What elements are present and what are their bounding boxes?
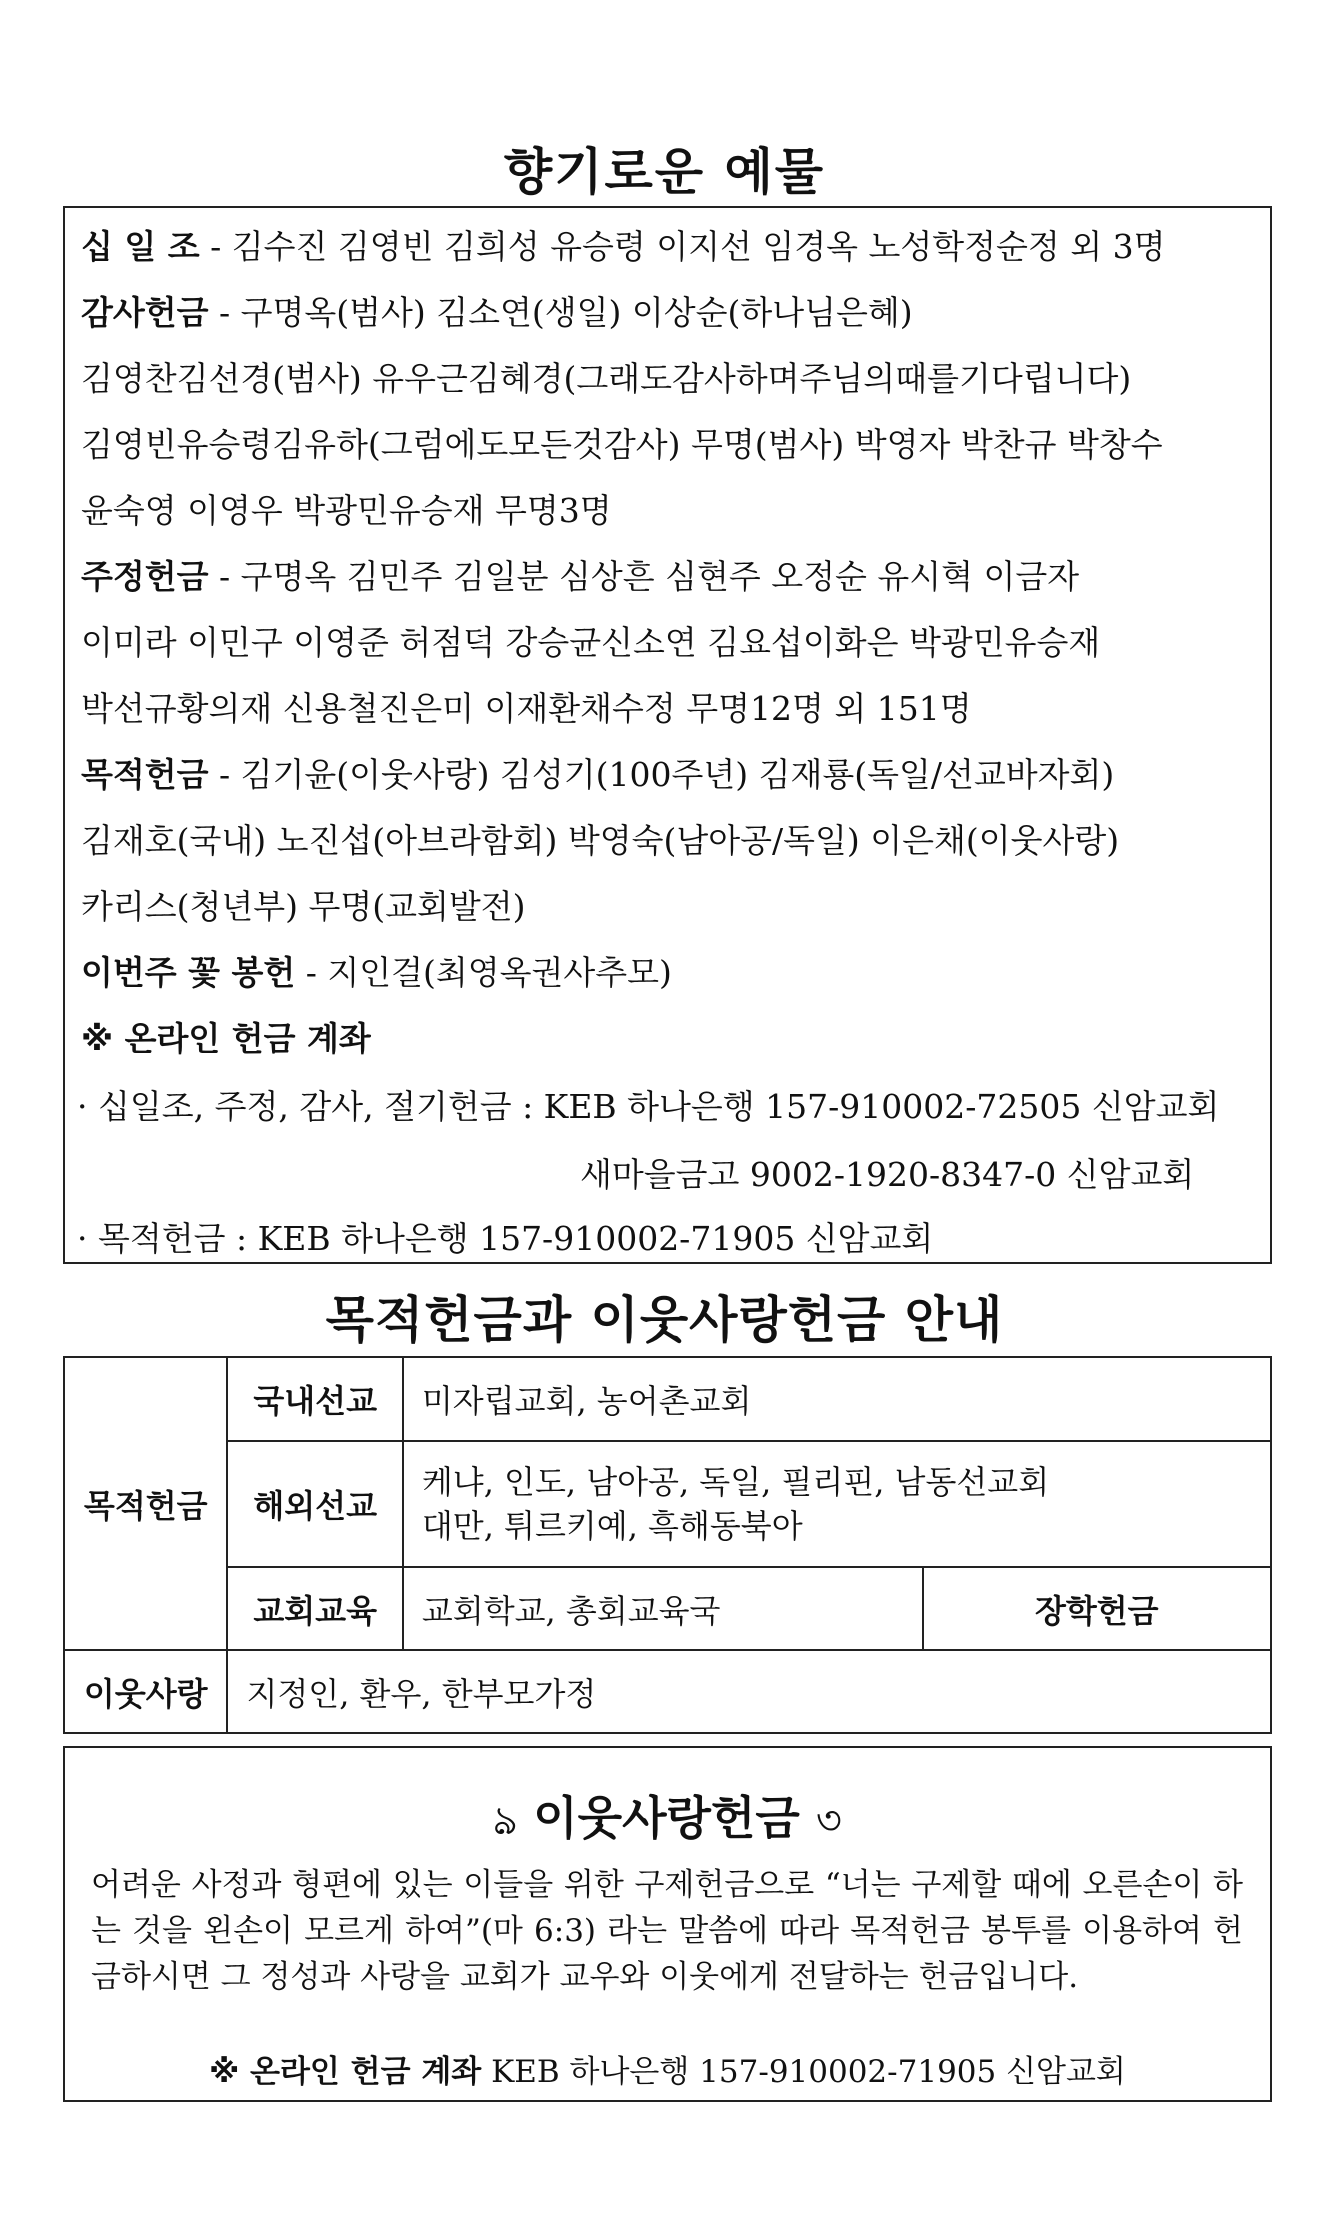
thanks-text-2: 김영찬김선경(범사) 유우근김혜경(그래도감사하며주님의때를기다립니다): [81, 359, 1132, 398]
overseas-text-1: 케냐, 인도, 남아공, 독일, 필리핀, 남동선교회: [421, 1463, 1050, 1501]
account-text: KEB 하나은행 157-910002-71905 신암교회: [491, 2054, 1126, 2090]
offerings-box: [63, 206, 1272, 1264]
neighbor-love-title: 이웃사랑헌금: [533, 1791, 800, 1845]
offerings-title: 향기로운 예물: [503, 143, 826, 201]
tithe-line: [81, 227, 1166, 266]
thanks-label: 감사헌금: [81, 293, 209, 332]
table-row: [64, 1567, 1271, 1650]
neighbor-category: 이웃사랑: [64, 1650, 227, 1733]
guide-title: 목적헌금과 이웃사랑헌금 안내: [325, 1291, 1004, 1349]
domestic-text: 미자립교회, 농어촌교회: [403, 1357, 1271, 1441]
flowers-line: [81, 953, 672, 992]
weekly-text-2: 이미라 이민구 이영준 허점덕 강승균신소연 김요섭이화은 박광민유승재: [81, 623, 1101, 662]
thanks-text-4: 윤숙영 이영우 박광민유승재 무명3명: [81, 491, 612, 530]
account-label: ※ 온라인 헌금 계좌: [209, 2054, 482, 2090]
purpose-line: [81, 755, 1115, 794]
online-heading: ※ 온라인 헌금 계좌: [81, 1019, 371, 1058]
domestic-label: 국내선교: [227, 1357, 402, 1441]
tithe-text: - 김수진 김영빈 김희성 유승령 이지선 임경옥 노성학정순정 외 3명: [210, 227, 1166, 266]
right-ornament-icon: ৩: [815, 1798, 842, 1844]
weekly-text-3: 박선규황의재 신용철진은미 이재환채수정 무명12명 외 151명: [81, 689, 972, 728]
table-row: [64, 1357, 1271, 1441]
online-account-3: · 목적헌금 : KEB 하나은행 157-910002-71905 신암교회: [77, 1219, 934, 1258]
overseas-label: 해외선교: [227, 1441, 402, 1567]
overseas-text: [403, 1441, 1271, 1567]
flowers-label: 이번주 꽃 봉헌: [81, 953, 296, 992]
thanks-text-3: 김영빈유승령김유하(그럼에도모든것감사) 무명(범사) 박영자 박찬규 박창수: [81, 425, 1163, 464]
purpose-text-2: 김재호(국내) 노진섭(아브라함회) 박영숙(남아공/독일) 이은채(이웃사랑): [81, 821, 1120, 860]
neighbor-text: 지정인, 환우, 한부모가정: [227, 1650, 1271, 1733]
left-ornament-icon: ঌ: [493, 1798, 518, 1844]
education-text: 교회학교, 총회교육국: [403, 1567, 923, 1650]
thanks-text-1: - 구명옥(범사) 김소연(생일) 이상순(하나님은혜): [219, 293, 913, 332]
table-row: [64, 1441, 1271, 1567]
weekly-line: [81, 557, 1080, 596]
weekly-label: 주정헌금: [81, 557, 209, 596]
neighbor-love-heading: [65, 1782, 1270, 1856]
tithe-label: 십 일 조: [81, 227, 200, 266]
scholarship-label: 장학헌금: [923, 1567, 1271, 1650]
purpose-label: 목적헌금: [81, 755, 209, 794]
purpose-category: 목적헌금: [64, 1357, 227, 1650]
online-account-1: · 십일조, 주정, 감사, 절기헌금 : KEB 하나은행 157-910002-72505 신암교회: [77, 1087, 1220, 1126]
online-account-2: 새마을금고 9002-1920-8347-0 신암교회: [580, 1155, 1195, 1194]
purpose-text-3: 카리스(청년부) 무명(교회발전): [81, 887, 526, 926]
thanks-line: [81, 293, 913, 332]
overseas-text-2: 대만, 튀르키예, 흑해동북아: [421, 1507, 803, 1545]
neighbor-love-account: [65, 2046, 1270, 2091]
purpose-text-1: - 김기윤(이웃사랑) 김성기(100주년) 김재룡(독일/선교바자회): [219, 755, 1115, 794]
neighbor-love-box: [63, 1746, 1272, 2102]
weekly-text-1: - 구명옥 김민주 김일분 심상흔 심현주 오정순 유시혁 이금자: [219, 557, 1080, 596]
neighbor-love-paragraph: 어려운 사정과 형편에 있는 이들을 위한 구제헌금으로 “너는 구제할 때에 오른손이 하는 것을 왼손이 모르게 하여”(마 6:3) 라는 말씀에 따라 목적헌금 봉투를 이용하여 헌금하시면 그 정성과 사랑을 교회가 교우와 이웃에게 전달하는 헌금입니다.: [91, 1867, 1243, 1995]
table-row: [64, 1650, 1271, 1733]
fund-guide-table: [63, 1356, 1272, 1734]
flowers-text: - 지인걸(최영옥권사추모): [305, 953, 672, 992]
education-label: 교회교육: [227, 1567, 402, 1650]
